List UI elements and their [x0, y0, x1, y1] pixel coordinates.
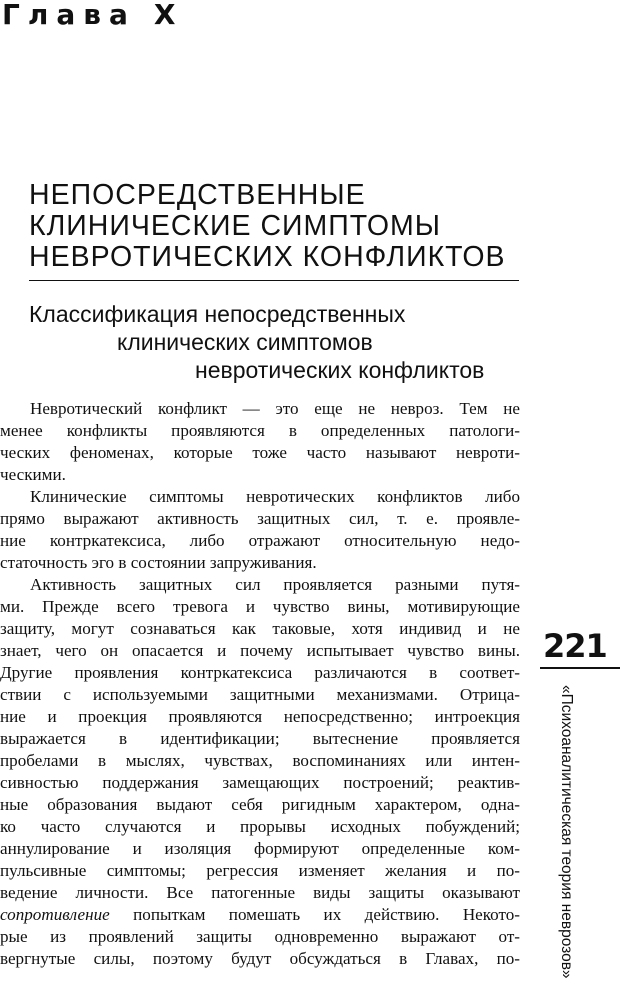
text-line: аннулирование и изоляция формируют определенные ком-: [0, 839, 520, 858]
page-number: 221: [543, 627, 607, 665]
text-line: вергнутые силы, поэтому будут обсуждаться в Главах, по-: [0, 949, 520, 968]
text-line: знает, чего он опасается и почему испытывает чувство вины.: [0, 641, 520, 660]
text-line: менее конфликты проявляются в определенных патологи-: [0, 421, 520, 440]
text-line: ми. Прежде всего тревога и чувство вины, мотивирующие: [0, 597, 520, 616]
text-line: ведение личности. Все патогенные виды защиты оказывают: [0, 883, 520, 902]
text-line: статочность эго в состоянии запруживания.: [0, 553, 317, 572]
text-line: сивностью поддержания замещающих построений; реактив-: [0, 773, 520, 792]
text-line: ческими.: [0, 465, 66, 484]
paragraph: [0, 398, 520, 486]
running-head: «Психоаналитическая теория неврозов»: [558, 685, 575, 979]
text-line: ние контркатексиса, либо отражают относительную недо-: [0, 531, 520, 550]
text-line: Другие проявления контркатексиса различаются в соответ-: [0, 663, 520, 682]
text-line: ствии с используемыми защитными механизмами. Отрица-: [0, 685, 520, 704]
subsection-title-line: клинических симптомов: [117, 329, 373, 355]
subsection-title-line: невротических конфликтов: [195, 357, 485, 383]
text-line: защиту, могут сознаваться как таковые, хотя индивид и не: [0, 619, 520, 638]
text-line: [0, 904, 520, 926]
page-number-rule: [540, 667, 620, 669]
chapter-label: Глава: [2, 0, 136, 31]
text-line: пробелами в мыслях, чувствах, воспоминаниях или интен-: [0, 751, 520, 770]
text-line: Активность защитных сил проявляется разными путя-: [30, 575, 520, 594]
text-line: рые из проявлений защиты одновременно выражают от-: [0, 927, 520, 946]
title-underline: [29, 280, 519, 281]
text-line: ческих феноменах, которые тоже часто называют невроти-: [0, 443, 520, 462]
text-line: Невротический конфликт — это еще не невроз. Тем не: [30, 399, 520, 418]
text-line: выражается в идентификации; вытеснение проявляется: [0, 729, 520, 748]
chapter-number: X: [153, 0, 184, 31]
emphasized-term: сопротивление: [0, 905, 110, 924]
paragraph: [0, 486, 520, 574]
paragraph: [0, 574, 520, 970]
section-title: [29, 180, 519, 273]
text-fragment: попыткам помешать их действию. Некото-: [133, 905, 520, 924]
text-line: ние и проекция проявляются непосредственно; интроекция: [0, 707, 520, 726]
section-title-line: НЕВРОТИЧЕСКИХ КОНФЛИКТОВ: [29, 241, 506, 273]
text-line: прямо выражают активность защитных сил, т. е. проявле-: [0, 509, 520, 528]
section-title-line: НЕПОСРЕДСТВЕННЫЕ: [29, 179, 366, 211]
text-line: ные образования выдают себя ригидным характером, одна-: [0, 795, 520, 814]
subsection-title: [29, 300, 519, 384]
body-text: [0, 398, 520, 970]
chapter-heading: [2, 0, 183, 31]
text-line: ко часто случаются и прорывы исходных побуждений;: [0, 817, 520, 836]
text-line: пульсивные симптомы; регрессия изменяет желания и по-: [0, 861, 520, 880]
section-title-line: КЛИНИЧЕСКИЕ СИМПТОМЫ: [29, 210, 442, 242]
text-line: Клинические симптомы невротических конфликтов либо: [30, 487, 520, 506]
subsection-title-line: Классификация непосредственных: [29, 301, 406, 327]
